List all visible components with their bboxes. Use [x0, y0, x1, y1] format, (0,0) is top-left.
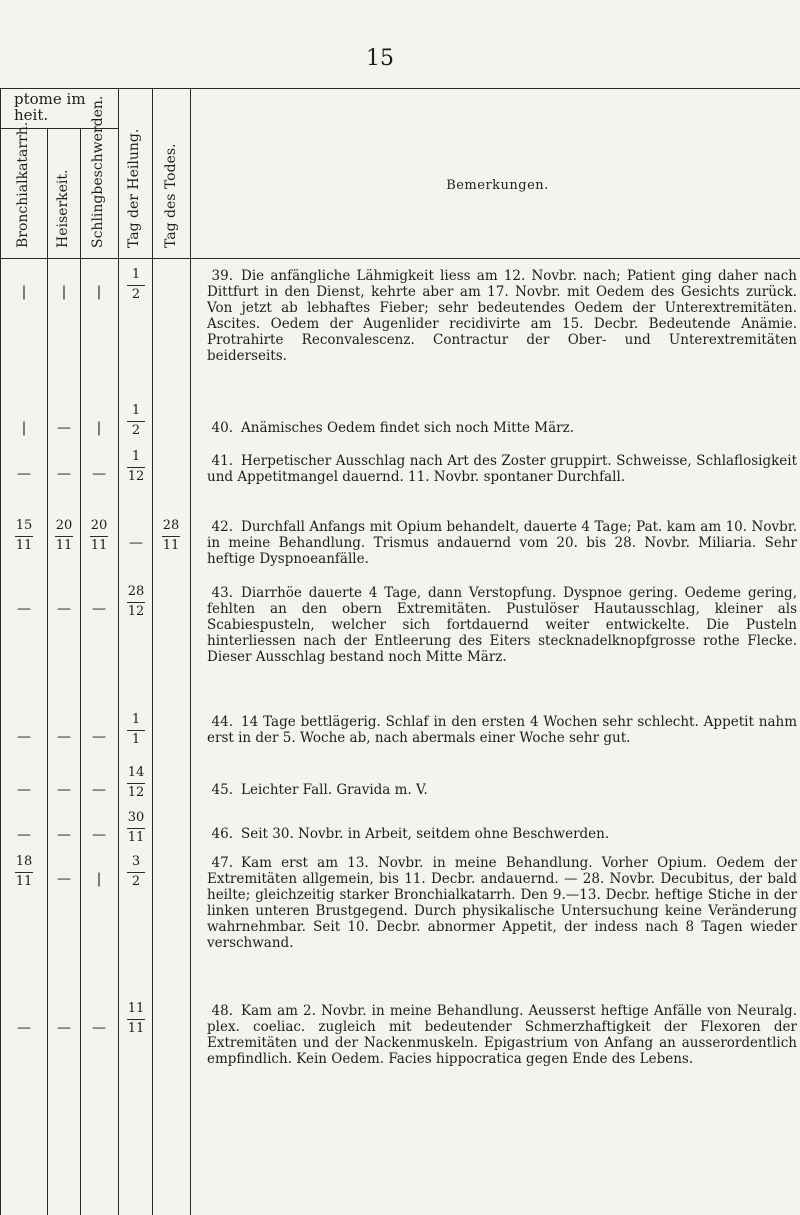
remark-45: 45. Leichter Fall. Gravida m. V. [211, 782, 428, 798]
header-tag-des-todes: Tag des Todes. [163, 143, 179, 248]
schling-43: — [92, 601, 106, 617]
remark-44: 44. 14 Tage bettlägerig. Schlaf in den ersten 4 Wochen sehr schlecht. Appetit nahm erst in der 5. Woche ab, nach abermals einer Woche sehr gut. [207, 714, 797, 746]
heiser-41: — [57, 466, 71, 482]
bronch-48: — [17, 1020, 31, 1036]
col-line-2 [80, 128, 81, 1215]
remark-39: 39. Die anfängliche Lähmigkeit liess am 12. Novbr. nach; Patient ging daher nach Dittfurt in den Dienst, kehrte aber am 17. Novbr. mit Oedem des Gesichts zurück. Von jetzt ab lebhaftes Fieber; sehr bedeutendes Oedem der Unterextremitäten. Ascites. Oedem der Augenlider recidivirte am 15. Decbr. Bedeutende Anämie. Protrahirte Reconvalescenz. Contractur der Ober- und Unterextremitäten beiderseits. [207, 268, 797, 364]
header-symptome-im: ptome im heit. [14, 90, 86, 124]
bronch-47: 18 11 [15, 854, 33, 889]
heilung-43: 28 12 [127, 584, 145, 619]
remark-43: 43. Diarrhöe dauerte 4 Tage, dann Verstopfung. Dyspnoe gering. Oedeme gering, fehlten an den obern Extremitäten. Pustulöser Hautausschlag, kleiner als Scabiespusteln, welcher sich fortdauernd weiter entwickelte. Die Pusteln hinterliessen nach der Entleerung des Eiters stecknadelknopfgrosse rothe Flecke. Dieser Ausschlag bestand noch Mitte März. [207, 585, 797, 665]
remark-42: 42. Durchfall Anfangs mit Opium behandelt, dauerte 4 Tage; Pat. kam am 10. Novbr. in meine Behandlung. Trismus andauernd vom 20. bis 28. Novbr. Miliaria. Sehr heftige Dyspnoeanfälle. [207, 519, 797, 567]
schling-39: | [96, 284, 102, 300]
table-top-rule [0, 88, 800, 89]
heilung-42: — [129, 535, 143, 551]
col-line-0 [0, 88, 1, 1215]
bronch-45: — [17, 782, 31, 798]
heilung-45: 14 12 [127, 765, 145, 800]
heiser-42: 20 11 [55, 518, 73, 553]
header-schlingbeschwerden: Schlingbeschwerden. [90, 95, 106, 248]
heiser-45: — [57, 782, 71, 798]
remark-41: 41. Herpetischer Ausschlag nach Art des Zoster gruppirt. Schweisse, Schlaflosigkeit und Appetitmangel dauernd. 11. Novbr. spontaner Durchfall. [207, 453, 797, 485]
heilung-48: 11 11 [127, 1001, 145, 1036]
page-number: 15 [366, 46, 394, 71]
schling-44: — [92, 729, 106, 745]
col-line-3 [118, 88, 119, 1215]
tod-42: 28 11 [162, 518, 180, 553]
header-bottom-rule [0, 258, 800, 259]
remark-40: 40. Anämisches Oedem findet sich noch Mitte März. [211, 420, 574, 436]
bronch-42: 15 11 [15, 518, 33, 553]
heiser-46: — [57, 827, 71, 843]
schling-40: | [96, 420, 102, 436]
bronch-41: — [17, 466, 31, 482]
heilung-41: 1 12 [127, 449, 145, 484]
schling-42: 20 11 [90, 518, 108, 553]
heilung-44: 1 1 [121, 713, 151, 747]
col-line-5 [190, 88, 191, 1215]
header-bronchialkatarrh: Bronchialkatarrh. [15, 121, 31, 248]
header-heiserkeit: Heiserkeit. [55, 169, 71, 248]
schling-48: — [92, 1020, 106, 1036]
remark-47: 47. Kam erst am 13. Novbr. in meine Behandlung. Vorher Opium. Oedem der Extremitäten allgemein, bis 11. Decbr. andauernd. — 28. Novbr. Decubitus, der bald heilte; gleichzeitig starker Bronchialkatarrh. Den 9.—13. Decbr. heftige Stiche in der linken unteren Brustgegend. Durch physikalische Untersuchung keine Veränderung wahrnehmbar. Seit 10. Decbr. abnormer Appetit, der indess nach 8 Tagen wieder verschwand. [207, 855, 797, 951]
schling-46: — [92, 827, 106, 843]
bronch-39: | [21, 284, 27, 300]
heilung-39: 1 2 [121, 268, 151, 302]
bronch-43: — [17, 601, 31, 617]
heiser-44: — [57, 729, 71, 745]
col-line-4 [152, 88, 153, 1215]
remark-46: 46. Seit 30. Novbr. in Arbeit, seitdem ohne Beschwerden. [211, 826, 610, 842]
heilung-47: 3 2 [121, 855, 151, 889]
bronch-40: | [21, 420, 27, 436]
heiser-39: | [61, 284, 67, 300]
heilung-40: 1 2 [121, 404, 151, 438]
bronch-46: — [17, 827, 31, 843]
heiser-43: — [57, 601, 71, 617]
heiser-40: — [57, 420, 71, 436]
remark-48: 48. Kam am 2. Novbr. in meine Behandlung. Aeusserst heftige Anfälle von Neuralg. plex. coeliac. zugleich mit bedeutender Schmerzhaftigkeit der Flexoren der Extremitäten und der Nackenmuskeln. Epigastrium von Anfang an ausserordentlich empfindlich. Kein Oedem. Facies hippocratica gegen Ende des Lebens. [207, 1003, 797, 1067]
header-tag-der-heilung: Tag der Heilung. [126, 128, 142, 248]
heilung-46: 30 11 [127, 810, 145, 845]
schling-47: | [96, 871, 102, 887]
schling-45: — [92, 782, 106, 798]
header-bemerkungen: Bemerkungen. [446, 178, 549, 193]
schling-41: — [92, 466, 106, 482]
heiser-47: — [57, 871, 71, 887]
bronch-44: — [17, 729, 31, 745]
heiser-48: — [57, 1020, 71, 1036]
